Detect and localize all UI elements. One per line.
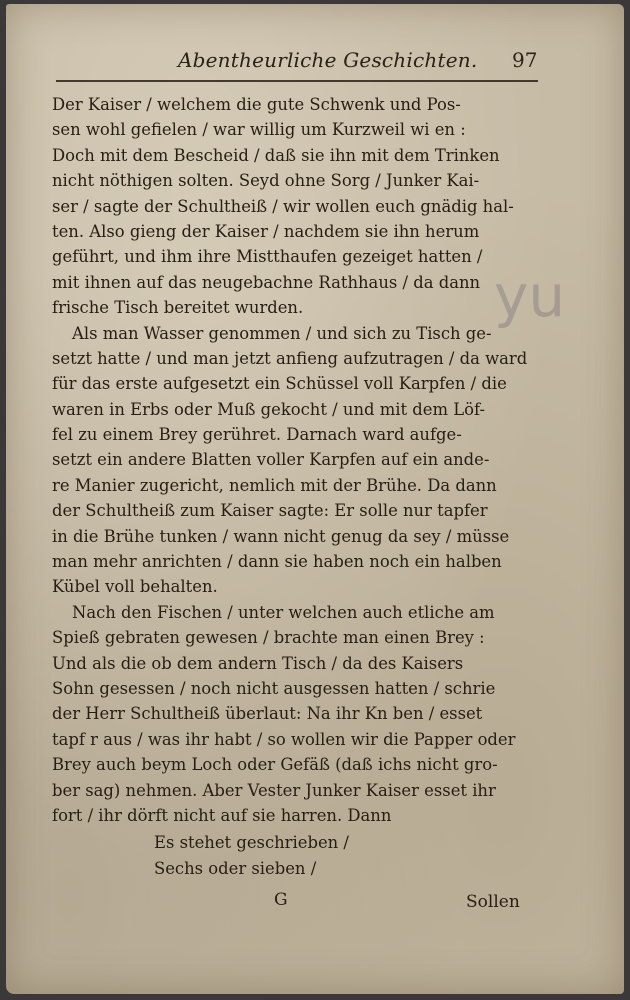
text-line: Und als die ob dem andern Tisch / da des Kaisers <box>52 653 464 673</box>
text-line: ser / sagte der Schultheiß / wir wollen euch gnädig hal- <box>52 196 514 216</box>
text-line: Als man Wasser genommen / und sich zu Tisch ge- <box>72 323 492 343</box>
text-line: man mehr anrichten / dann sie haben noch ein halben <box>52 552 502 572</box>
text-line: Nach den Fischen / unter welchen auch etliche am <box>72 602 495 622</box>
text-line: waren in Erbs oder Muß gekocht / und mit dem Löf- <box>52 399 485 419</box>
body-text <box>52 92 542 828</box>
text-line: sen wohl gefielen / war willig um Kurzweil wi en : <box>52 120 466 140</box>
text-line: in die Brühe tunken / wann nicht genug da sey / müsse <box>52 526 510 546</box>
verse-line: Sechs oder sieben / <box>154 859 317 878</box>
text-line: setzt hatte / und man jetzt anfieng aufzutragen / da ward <box>52 348 528 368</box>
page-number: 97 <box>512 48 538 72</box>
text-line: setzt ein andere Blatten voller Karpfen auf ein ande- <box>52 450 490 470</box>
text-line: mit ihnen auf das neugebachne Rathhaus / da dann <box>52 272 481 292</box>
header-rule <box>56 80 538 82</box>
text-line: Brey auch beym Loch oder Gefäß (daß ichs nicht gro- <box>52 755 498 775</box>
text-line: für das erste aufgesetzt ein Schüssel voll Karpfen / die <box>52 374 507 394</box>
text-line: fel zu einem Brey gerühret. Darnach ward aufge- <box>52 425 462 445</box>
text-line: der Schultheiß zum Kaiser sagte: Er solle nur tapfer <box>52 501 488 521</box>
signature-mark: G <box>274 890 288 910</box>
ink-bleed-mark: yu <box>494 262 566 330</box>
running-head: Abentheurliche Geschichten. <box>178 48 478 72</box>
book-page <box>6 4 624 994</box>
verse-line: Es stehet geschrieben / <box>154 833 349 852</box>
text-line: Doch mit dem Bescheid / daß sie ihn mit dem Trinken <box>52 145 500 165</box>
text-line: geführt, und ihm ihre Mistthaufen gezeiget hatten / <box>52 247 483 267</box>
text-line: nicht nöthigen solten. Seyd ohne Sorg / Junker Kai- <box>52 171 480 191</box>
text-line: Spieß gebraten gewesen / brachte man einen Brey : <box>52 628 485 648</box>
catchword: Sollen <box>466 892 520 912</box>
text-line: fort / ihr dörft nicht auf sie harren. Dann <box>52 805 392 825</box>
text-line: Kübel voll behalten. <box>52 577 218 597</box>
text-line: frische Tisch bereitet wurden. <box>52 298 304 318</box>
verse-block <box>154 830 349 882</box>
text-line: ber sag) nehmen. Aber Vester Junker Kaiser esset ihr <box>52 780 496 800</box>
text-line: Sohn gesessen / noch nicht ausgessen hatten / schrie <box>52 678 496 698</box>
text-line: ten. Also gieng der Kaiser / nachdem sie ihn herum <box>52 221 480 241</box>
text-line: Der Kaiser / welchem die gute Schwenk und Pos- <box>52 95 461 114</box>
text-line: re Manier zugericht, nemlich mit der Brühe. Da dann <box>52 475 497 495</box>
text-line: der Herr Schultheiß überlaut: Na ihr Kn ben / esset <box>52 704 483 724</box>
text-line: tapf r aus / was ihr habt / so wollen wir die Papper oder <box>52 729 516 749</box>
